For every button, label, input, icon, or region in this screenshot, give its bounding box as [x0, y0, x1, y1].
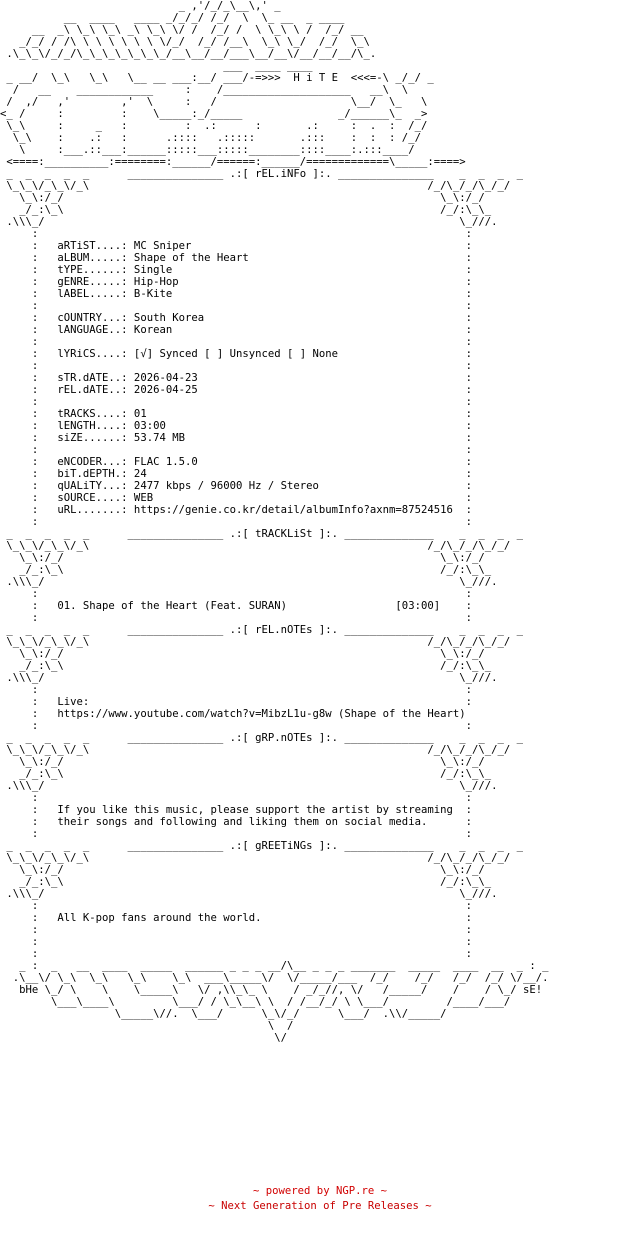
nfo-release-text: _ ,'/_/_\__\,' _ __ ____ ____ _/_/_/ /_/ \ \_ __ _ ____ __ _\ \_\ \_\ _\ \_\ \/ / /_/ / \ \_\ \ / /_/ __ _/_/ / /\ \ \ \ \ \ \ \/_/ /_/ /__\ \_\ \_/ /_/ \_\ .\_\_\/_/_/\_\_\_\_\_\_\_/__\__/__/___\__/__\/__/__/__/\_. ___ ____ ____ _ __/ \_\ \_\ \__ __ ___:__/ ___/-=>>> H i T E <<<=-\ _/_/ _ / __ ____________ : /____________________ __\ \ / ,/ ,' ,' \ : / \__/ \_ \ <_ / : : \_____:_/_____ _/______\_ _> \_\ : _ : : .: : .: : . : /_/ \_\ : .: : .:::: .::::: .::: : : : /_/ \ :___.::___:______:::::___:::::________::::____:.:::____/ <====:__________:========:______/======:______/=============\_____:====> _ _ _ _ _ _______________ .:[ rEL.iNFo ]:. _______________ _ _ _ _ \_\_\/_\_\/_\ /_/\_/_/\_/_/ \_\:/_/ \_\:/_/ _/_:\_\ /_/:\_\_ .\\\_/ \_///. : : : aRTiST....: MC Sniper : : aLBUM.....: Shape of the Heart : : tYPE......: Single : : gENRE.....: Hip-Hop : : lABEL.....: B-Kite : : : : cOUNTRY...: South Korea : : lANGUAGE..: Korean : : : : lYRiCS....: [√] Synced [ ] Unsynced [ ] None : : : : sTR.dATE..: 2026-04-23 : : rEL.dATE..: 2026-04-25 : : : : tRACKS....: 01 : : lENGTH....: 03:00 : : siZE......: 53.74 MB : : : : eNCODER...: FLAC 1.5.0 : : biT.dEPTH.: 24 : : qUALiTY...: 2477 kbps / 96000 Hz / Stereo : : sOURCE....: WEB : : uRL.......: https://genie.co.kr/detail/albumInfo?axnm=87524516 : : : _ _ _ _ _ _______________ .:[ tRACKLiSt ]:. ______________ _ _ _ _ \_\_\/_\_\/_\ /_/\_/_/\_/_/ \_\:/_/ \_\:/_/ _/_:\_\ /_/:\_\_ .\\\_/ \_///. : : : 01. Shape of the Heart (Feat. SURAN) [03:00] : : : _ _ _ _ _ _______________ .:[ rEL.nOTEs ]:. ______________ _ _ _ _ \_\_\/_\_\/_\ /_/\_/_/\_/_/ \_\:/_/ \_\:/_/ _/_:\_\ /_/:\_\_ .\\\_/ \_///. : : : Live: : : https://www.youtube.com/watch?v=MibzL1u-g8w (Shape of the Heart) : : _ _ _ _ _ _______________ .:[ gRP.nOTEs ]:. ______________ _ _ _ _ \_\_\/_\_\/_\ /_/\_/_/\_/_/ \_\:/_/ \_\:/_/ _/_:\_\ /_/:\_\_ .\\\_/ \_///. : : : If you like this music, please support the artist by streaming : : their songs and following and liking them on social media. : : : _ _ _ _ _ _______________ .:[ gREETiNGs ]:. ______________ _ _ _ _ \_\_\/_\_\/_\ /_/\_/_/\_/_/ \_\:/_/ \_\:/_/ _/_:\_\ /_/:\_\_ .\\\_/ \_///. : : : All K-pop fans around the world. : : : : : : : _ : _ __ ____ _____ ______ _ _ _ __/\__ _ _ _ _______ _____ ____ __ _ : _ .\__\/ \_\ \_\ \_\ \_\ ___\_____\/ \/_____/___ /_/ /_/ /_/ /_/ \/__/. bHe \_/ \ \ \_____\ \/ ,\\_\_ \ / _/_//, \/ /_____/ / / \_/ sE! \___\____\ \___/ / \_\__\ \ / /__/_/ \ \___/ /____/___/ \_____\//. \___/ \_\/_/ \___/ .\\/_____/ \ / \/ — [0, 0, 549, 1044]
powered-by-line: ~ powered by NGP.re ~ — [253, 1185, 387, 1197]
tagline-line: ~ Next Generation of Pre Releases ~ — [208, 1200, 432, 1212]
footer — [0, 1184, 640, 1214]
